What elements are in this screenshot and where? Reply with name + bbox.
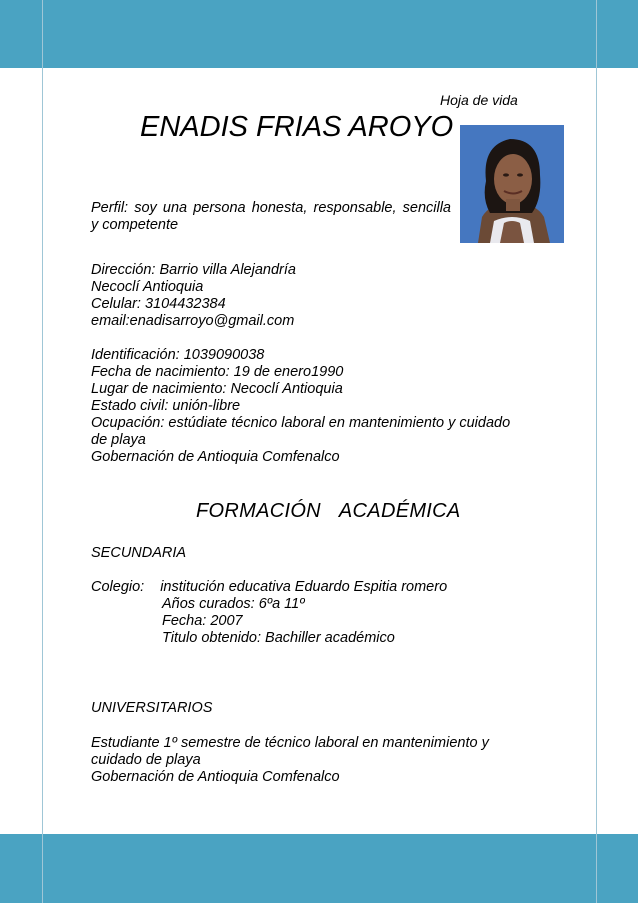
profile-line-1: Perfil: soy una persona honesta, responsable, sencilla: [91, 200, 451, 216]
civil-status-line: Estado civil: unión-libre: [91, 398, 241, 414]
phone-line: Celular: 3104432384: [91, 296, 226, 312]
profile-line-2: y competente: [91, 217, 179, 233]
university-line-2: cuidado de playa: [91, 752, 201, 768]
person-name: ENADIS FRIAS AROYO: [140, 111, 454, 143]
top-banner: [0, 0, 638, 68]
personal-block: [91, 347, 551, 466]
colegio-line: [91, 579, 551, 596]
years-line: Años curados: 6ºa 11º: [162, 596, 305, 612]
contact-block: [91, 262, 551, 330]
university-line-3: Gobernación de Antioquia Comfenalco: [91, 769, 340, 785]
universitarios-heading: UNIVERSITARIOS: [91, 700, 213, 716]
employer-line: Gobernación de Antioquia Comfenalco: [91, 449, 340, 465]
secundaria-heading: SECUNDARIA: [91, 545, 187, 561]
email-line: email:enadisarroyo@gmail.com: [91, 313, 295, 329]
profile-summary: [91, 200, 451, 234]
address-line: Dirección: Barrio villa Alejandría: [91, 262, 296, 278]
occupation-line: Ocupación: estúdiate técnico laboral en mantenimiento y cuidado: [91, 415, 511, 431]
city-line: Necoclí Antioquia: [91, 279, 204, 295]
colegio-value: institución educativa Eduardo Espitia romero: [160, 579, 448, 595]
universitarios-block: [91, 735, 551, 786]
left-margin-rule: [42, 0, 43, 903]
date-line: Fecha: 2007: [162, 613, 243, 629]
section-title-formacion: FORMACIÓN ACADÉMICA: [196, 500, 461, 522]
id-line: Identificación: 1039090038: [91, 347, 265, 363]
bottom-banner: [0, 834, 638, 903]
secundaria-block: [91, 579, 551, 647]
degree-line: Titulo obtenido: Bachiller académico: [162, 630, 395, 646]
occupation-line-2: de playa: [91, 432, 146, 448]
university-line-1: Estudiante 1º semestre de técnico laboral en mantenimiento y: [91, 735, 489, 751]
birth-date-line: Fecha de nacimiento: 19 de enero1990: [91, 364, 344, 380]
birth-place-line: Lugar de nacimiento: Necoclí Antioquia: [91, 381, 343, 397]
document-tag: Hoja de vida: [440, 92, 518, 108]
right-margin-rule: [596, 0, 597, 903]
profile-photo: [460, 125, 564, 243]
colegio-label: Colegio:: [91, 579, 145, 595]
